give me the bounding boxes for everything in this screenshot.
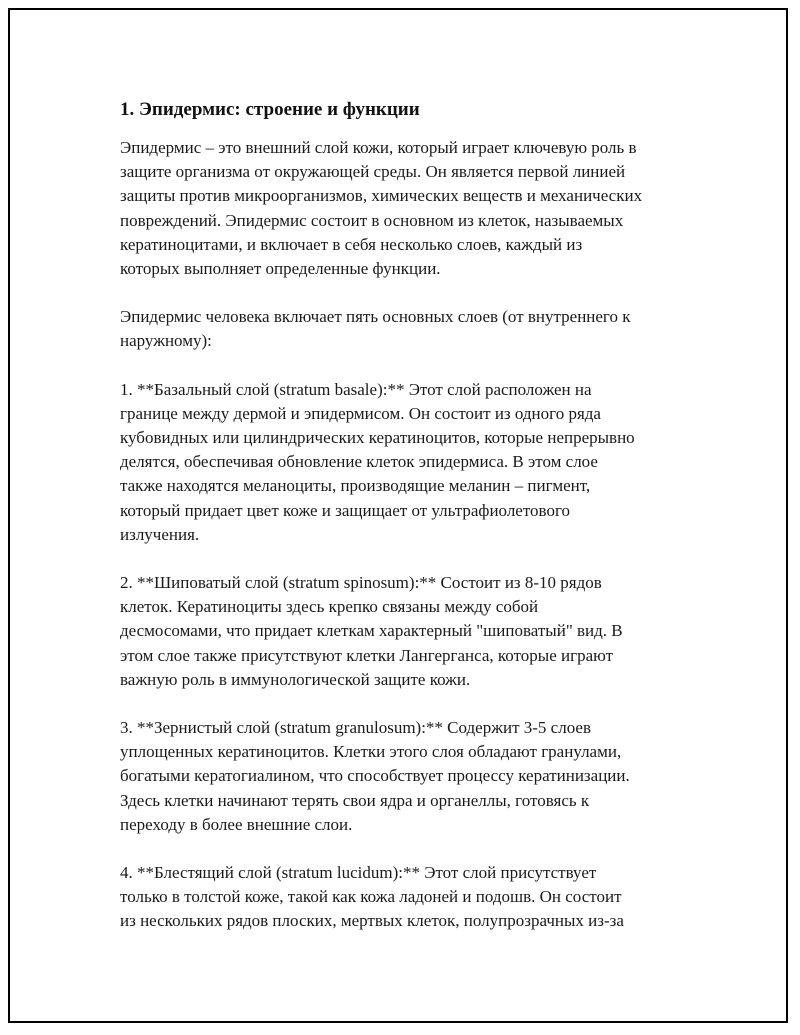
paragraph-intro: Эпидермис – это внешний слой кожи, который играет ключевую роль в защите организма от окружающей среды. Он является первой линией защиты против микроорганизмов, химических веществ и механических повреждений. Эпидермис состоит в основном из клеток, называемых кератиноцитами, и включает в себя несколько слоев, каждый из которых выполняет определенные функции. <box>120 138 643 279</box>
paragraph-stratum-granulosum: 3. **Зернистый слой (stratum granulosum):** Содержит 3-5 слоев уплощенных кератиноцитов. Клетки этого слоя обладают гранулами, богатыми кератогиалином, что способствует процессу кератинизации. Здесь клетки начинают терять свои ядра и органеллы, готовясь к переходу в более внешние слои. <box>120 718 630 834</box>
section-title: 1. Эпидермис: строение и функции <box>120 99 420 120</box>
paragraph-stratum-spinosum: 2. **Шиповатый слой (stratum spinosum):** Состоит из 8-10 рядов клеток. Кератиноциты здесь крепко связаны между собой десмосомами, что придает клеткам характерный "шиповатый" вид. В этом слое также присутствуют клетки Лангерганса, которые играют важную роль в иммунологической защите кожи. <box>120 573 623 689</box>
document-body <box>120 98 700 958</box>
document-page <box>8 8 788 1023</box>
paragraph-stratum-basale: 1. **Базальный слой (stratum basale):** Этот слой расположен на границе между дермой и эпидермисом. Он состоит из одного ряда кубовидных или цилиндрических кератиноцитов, которые непрерывно делятся, обеспечивая обновление клеток эпидермиса. В этом слое также находятся меланоциты, производящие меланин – пигмент, который придает цвет коже и защищает от ультрафиолетового излучения. <box>120 379 635 544</box>
paragraph-layers-overview: Эпидермис человека включает пять основных слоев (от внутреннего к наружному): <box>120 307 631 351</box>
paragraph-stratum-lucidum: 4. **Блестящий слой (stratum lucidum):** Этот слой присутствует только в толстой коже, такой как кожа ладоней и подошв. Он состоит из нескольких рядов плоских, мертвых клеток, полупрозрачных из-за <box>120 863 624 931</box>
